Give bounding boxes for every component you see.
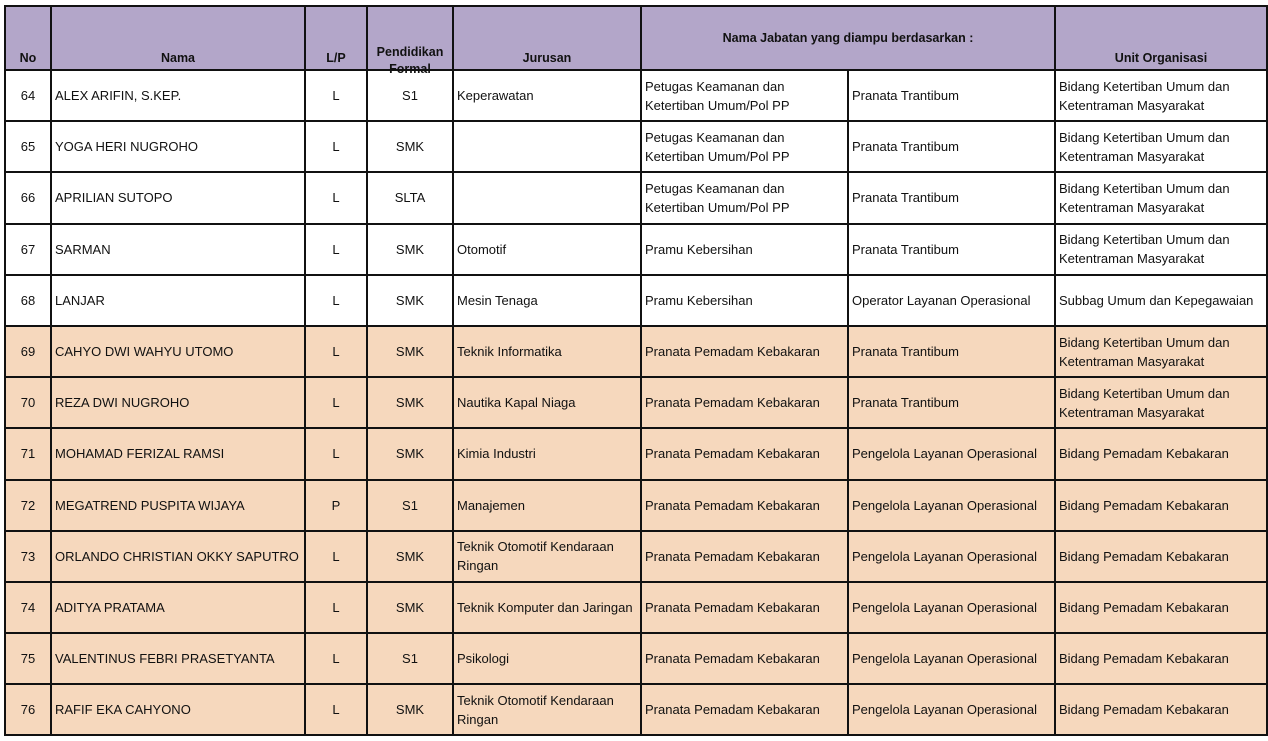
cell-pendidikan: S1 [367, 480, 453, 531]
cell-pendidikan: SMK [367, 582, 453, 633]
cell-unit: Bidang Pemadam Kebakaran [1055, 684, 1267, 735]
cell-unit: Bidang Pemadam Kebakaran [1055, 633, 1267, 684]
cell-jabatan-1: Pranata Pemadam Kebakaran [641, 684, 848, 735]
cell-lp: L [305, 70, 367, 121]
cell-pendidikan: SMK [367, 326, 453, 377]
cell-unit: Bidang Ketertiban Umum dan Ketentraman Masyarakat [1055, 326, 1267, 377]
cell-jurusan: Teknik Otomotif Kendaraan Ringan [453, 531, 641, 582]
cell-jurusan: Nautika Kapal Niaga [453, 377, 641, 428]
cell-pendidikan: SMK [367, 224, 453, 275]
cell-unit: Bidang Pemadam Kebakaran [1055, 531, 1267, 582]
cell-lp: L [305, 224, 367, 275]
table-row [5, 224, 1267, 275]
cell-jabatan-2: Pranata Trantibum [848, 326, 1055, 377]
cell-jabatan-1: Petugas Keamanan dan Ketertiban Umum/Pol PP [641, 70, 848, 121]
table-row [5, 633, 1267, 684]
header-row [5, 6, 1267, 70]
cell-jabatan-2: Pengelola Layanan Operasional [848, 684, 1055, 735]
table-row [5, 326, 1267, 377]
cell-jurusan: Psikologi [453, 633, 641, 684]
cell-jabatan-2: Pranata Trantibum [848, 224, 1055, 275]
cell-no: 65 [5, 121, 51, 172]
cell-unit: Bidang Ketertiban Umum dan Ketentraman Masyarakat [1055, 224, 1267, 275]
cell-no: 71 [5, 428, 51, 479]
cell-unit: Subbag Umum dan Kepegawaian [1055, 275, 1267, 326]
cell-unit: Bidang Ketertiban Umum dan Ketentraman Masyarakat [1055, 70, 1267, 121]
cell-unit: Bidang Pemadam Kebakaran [1055, 428, 1267, 479]
cell-lp: L [305, 582, 367, 633]
cell-unit: Bidang Pemadam Kebakaran [1055, 582, 1267, 633]
cell-unit: Bidang Ketertiban Umum dan Ketentraman Masyarakat [1055, 377, 1267, 428]
table-row [5, 172, 1267, 223]
cell-unit: Bidang Ketertiban Umum dan Ketentraman Masyarakat [1055, 172, 1267, 223]
cell-lp: L [305, 428, 367, 479]
cell-nama: YOGA HERI NUGROHO [51, 121, 305, 172]
cell-no: 72 [5, 480, 51, 531]
header-pendidikan-label: Pendidikan Formal [376, 45, 444, 76]
cell-no: 64 [5, 70, 51, 121]
header-nama: Nama [51, 6, 305, 70]
cell-pendidikan: SMK [367, 121, 453, 172]
cell-lp: P [305, 480, 367, 531]
cell-no: 76 [5, 684, 51, 735]
header-jabatan-group: Nama Jabatan yang diampu berdasarkan : [641, 6, 1055, 70]
cell-jabatan-2: Pranata Trantibum [848, 121, 1055, 172]
cell-jurusan: Mesin Tenaga [453, 275, 641, 326]
cell-jabatan-1: Pranata Pemadam Kebakaran [641, 582, 848, 633]
cell-jabatan-2: Pengelola Layanan Operasional [848, 480, 1055, 531]
cell-unit: Bidang Ketertiban Umum dan Ketentraman Masyarakat [1055, 121, 1267, 172]
cell-no: 74 [5, 582, 51, 633]
cell-nama: ORLANDO CHRISTIAN OKKY SAPUTRO [51, 531, 305, 582]
cell-jurusan: Teknik Otomotif Kendaraan Ringan [453, 684, 641, 735]
cell-pendidikan: SMK [367, 275, 453, 326]
cell-lp: L [305, 172, 367, 223]
cell-nama: VALENTINUS FEBRI PRASETYANTA [51, 633, 305, 684]
header-jurusan: Jurusan [453, 6, 641, 70]
table-row [5, 121, 1267, 172]
cell-jabatan-1: Pranata Pemadam Kebakaran [641, 633, 848, 684]
table-row [5, 582, 1267, 633]
cell-jabatan-1: Pranata Pemadam Kebakaran [641, 428, 848, 479]
cell-pendidikan: SMK [367, 377, 453, 428]
cell-jurusan [453, 172, 641, 223]
header-unit: Unit Organisasi [1055, 6, 1267, 70]
cell-jabatan-1: Pranata Pemadam Kebakaran [641, 480, 848, 531]
table-row [5, 70, 1267, 121]
cell-jabatan-2: Pranata Trantibum [848, 172, 1055, 223]
cell-jabatan-1: Pranata Pemadam Kebakaran [641, 377, 848, 428]
cell-jabatan-2: Pranata Trantibum [848, 70, 1055, 121]
cell-pendidikan: SMK [367, 428, 453, 479]
cell-pendidikan: S1 [367, 70, 453, 121]
cell-jurusan: Manajemen [453, 480, 641, 531]
cell-lp: L [305, 633, 367, 684]
cell-jurusan [453, 121, 641, 172]
cell-nama: APRILIAN SUTOPO [51, 172, 305, 223]
cell-no: 70 [5, 377, 51, 428]
cell-nama: RAFIF EKA CAHYONO [51, 684, 305, 735]
cell-lp: L [305, 377, 367, 428]
cell-jabatan-1: Pramu Kebersihan [641, 275, 848, 326]
cell-nama: MEGATREND PUSPITA WIJAYA [51, 480, 305, 531]
cell-pendidikan: SMK [367, 531, 453, 582]
header-lp: L/P [305, 6, 367, 70]
cell-nama: MOHAMAD FERIZAL RAMSI [51, 428, 305, 479]
cell-jabatan-1: Petugas Keamanan dan Ketertiban Umum/Pol PP [641, 121, 848, 172]
cell-lp: L [305, 275, 367, 326]
employee-table [4, 5, 1268, 736]
cell-lp: L [305, 121, 367, 172]
cell-jurusan: Teknik Komputer dan Jaringan [453, 582, 641, 633]
table-row [5, 684, 1267, 735]
table-row [5, 377, 1267, 428]
cell-jabatan-1: Pranata Pemadam Kebakaran [641, 326, 848, 377]
cell-no: 68 [5, 275, 51, 326]
cell-jabatan-2: Pranata Trantibum [848, 377, 1055, 428]
header-no: No [5, 6, 51, 70]
cell-jabatan-2: Operator Layanan Operasional [848, 275, 1055, 326]
table-row [5, 428, 1267, 479]
cell-jabatan-2: Pengelola Layanan Operasional [848, 633, 1055, 684]
table-row [5, 275, 1267, 326]
cell-nama: CAHYO DWI WAHYU UTOMO [51, 326, 305, 377]
header-pendidikan [367, 6, 453, 76]
cell-jabatan-1: Pranata Pemadam Kebakaran [641, 531, 848, 582]
cell-lp: L [305, 684, 367, 735]
table-body [5, 70, 1267, 735]
cell-jurusan: Kimia Industri [453, 428, 641, 479]
cell-no: 73 [5, 531, 51, 582]
cell-nama: REZA DWI NUGROHO [51, 377, 305, 428]
cell-no: 66 [5, 172, 51, 223]
cell-nama: LANJAR [51, 275, 305, 326]
cell-jabatan-2: Pengelola Layanan Operasional [848, 428, 1055, 479]
table-row [5, 480, 1267, 531]
cell-nama: ALEX ARIFIN, S.KEP. [51, 70, 305, 121]
cell-jabatan-1: Pramu Kebersihan [641, 224, 848, 275]
cell-jurusan: Keperawatan [453, 70, 641, 121]
cell-no: 69 [5, 326, 51, 377]
cell-pendidikan: SLTA [367, 172, 453, 223]
cell-nama: SARMAN [51, 224, 305, 275]
cell-jabatan-1: Petugas Keamanan dan Ketertiban Umum/Pol PP [641, 172, 848, 223]
cell-jabatan-2: Pengelola Layanan Operasional [848, 582, 1055, 633]
cell-no: 67 [5, 224, 51, 275]
cell-jurusan: Otomotif [453, 224, 641, 275]
cell-jabatan-2: Pengelola Layanan Operasional [848, 531, 1055, 582]
cell-no: 75 [5, 633, 51, 684]
cell-unit: Bidang Pemadam Kebakaran [1055, 480, 1267, 531]
cell-pendidikan: SMK [367, 684, 453, 735]
table-row [5, 531, 1267, 582]
cell-jurusan: Teknik Informatika [453, 326, 641, 377]
cell-nama: ADITYA PRATAMA [51, 582, 305, 633]
cell-lp: L [305, 326, 367, 377]
cell-pendidikan: S1 [367, 633, 453, 684]
cell-lp: L [305, 531, 367, 582]
